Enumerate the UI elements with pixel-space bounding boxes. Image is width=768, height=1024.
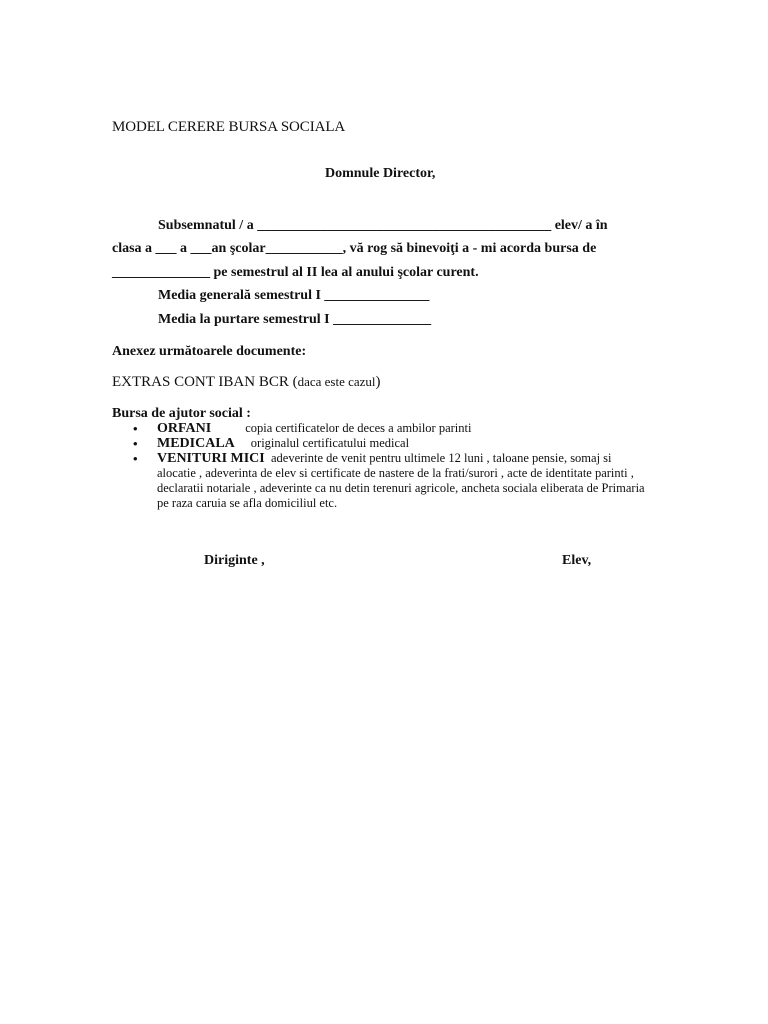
list-item-venituri-mici	[133, 451, 653, 511]
bullet-icon: •	[133, 436, 138, 451]
annex-heading: Anexez următoarele documente:	[112, 344, 307, 359]
item-key: ORFANI	[157, 421, 212, 436]
item-text: adeverinte de venit pentru ultimele 12 luni , taloane pensie, somaj si alocatie , adeverinta de elev si certificate de nastere de la frati/surori , acte de identitate parinti , declaratii notariale , adeverinte ca nu detin terenuri agricole, ancheta sociala eliberata de Primaria pe raza caruia se afla domiciliul etc.	[157, 451, 645, 510]
request-line-1: Subsemnatul / a __________________________________________ elev/ a în	[158, 218, 608, 233]
list-item-orfani	[133, 421, 653, 436]
media-purtare-line: Media la purtare semestrul I ______________	[158, 312, 432, 327]
bursa-heading: Bursa de ajutor social :	[112, 406, 251, 421]
bullet-icon: •	[133, 451, 138, 466]
greeting: Domnule Director,	[325, 166, 436, 181]
request-line-3: ______________ pe semestrul al II lea al anului şcolar curent.	[112, 265, 479, 280]
list-item-medicala	[133, 436, 653, 451]
media-generala-line: Media generală semestrul I _______________	[158, 288, 430, 303]
item-key: VENITURI MICI	[157, 451, 265, 466]
extras-close: )	[375, 374, 381, 390]
signature-elev: Elev,	[562, 553, 592, 568]
bullet-icon: •	[133, 421, 138, 436]
extras-line	[112, 374, 381, 391]
item-text: originalul certificatului medical	[250, 436, 410, 450]
extras-note: daca este cazul	[297, 374, 376, 389]
item-key: MEDICALA	[157, 436, 235, 451]
request-line-2: clasa a ___ a ___an şcolar___________, vă rog să binevoiţi a - mi acorda bursa de	[112, 241, 597, 256]
document-list	[133, 421, 653, 511]
document-title: MODEL CERERE BURSA SOCIALA	[112, 119, 346, 135]
extras-main: EXTRAS CONT IBAN BCR (	[112, 374, 298, 390]
signature-diriginte: Diriginte ,	[204, 553, 265, 568]
item-text: copia certificatelor de deces a ambilor parinti	[245, 421, 472, 435]
